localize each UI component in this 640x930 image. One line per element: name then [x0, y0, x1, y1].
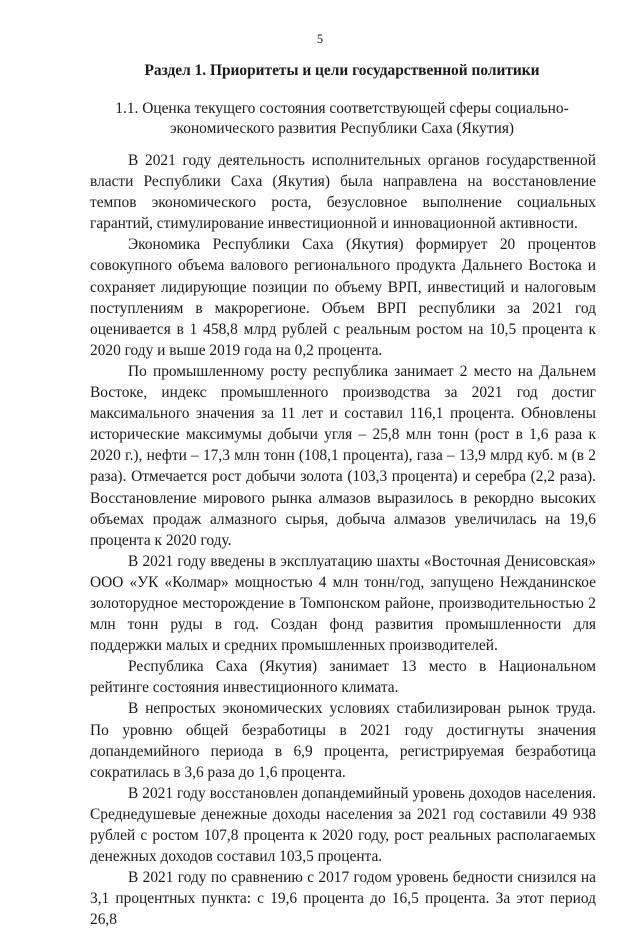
paragraph: Республика Саха (Якутия) занимает 13 место в Национальном рейтинге состояния инвестиционного климата.: [90, 658, 596, 697]
paragraph: В 2021 году восстановлен допандемийный уровень доходов населения. Среднедушевые денежные доходы населения за 2021 год составили 49 938 рублей с ростом 107,8 процента к 2020 году, рост реальных располагаемых денежных доходов составил 103,5 процента.: [90, 784, 596, 866]
paragraph: В 2021 году введены в эксплуатацию шахты «Восточная Денисовская» ООО «УК «Колмар» мощностью 4 млн тонн/год, запущено Нежданинское золоторудное месторождение в Томпонском районе, производительностью 2 млн тонн руды в год. Создан фонд развития промышленности для поддержки малых и средних промышленных производителей.: [90, 552, 596, 655]
paragraph: В 2021 году по сравнению с 2017 годом уровень бедности снизился на 3,1 процентных пункта: с 19,6 процента до 16,5 процента. За этот период 26,8: [90, 869, 596, 929]
paragraph: По промышленному росту республика занимает 2 место на Дальнем Востоке, индекс промышленного производства за 2021 год достиг максимального значения за 11 лет и составил 116,1 процента. Обновлены исторические максимумы добычи угля – 25,8 млн тонн (рост в 1,6 раза к 2020 г.), нефти – 17,3 млн тонн (108,1 процента), газа – 13,9 млрд куб. м (в 2 раза). Отмечается рост добычи золота (103,3 процента) и серебра (2,2 раза). Восстановление мирового рынка алмазов выразилось в рекордно высоких объемах продаж алмазного сырья, добыча алмазов увеличилась на 19,6 процента к 2020 году.: [90, 362, 596, 549]
paragraph: Экономика Республики Саха (Якутия) формирует 20 процентов совокупного объема валового регионального продукта Дальнего Востока и сохраняет лидирующие позиции по объему ВРП, инвестиций и налоговым поступлениям в макрорегионе. Объем ВРП республики за 2021 год оценивается в 1 458,8 млрд рублей с реальным ростом на 10,5 процента к 2020 году и выше 2019 года на 0,2 процента.: [90, 236, 596, 359]
paragraph: В непростых экономических условиях стабилизирован рынок труда. По уровню общей безработицы в 2021 году достигнуты значения допандемийного периода в 6,9 процента, регистрируемая безработица сократилась в 3,6 раза до 1,6 процента.: [90, 700, 596, 781]
page-number: 5: [316, 32, 324, 46]
section-title: Раздел 1. Приоритеты и цели государственной политики: [144, 62, 540, 79]
body-text: [90, 150, 596, 930]
paragraph: В 2021 году деятельность исполнительных органов государственной власти Республики Саха (Якутия) была направлена на восстановление темпов экономического роста, безусловное выполнение социальных гарантий, стимулирование инвестиционной и инновационной активности.: [90, 152, 596, 233]
subsection-title: 1.1. Оценка текущего состояния соответствующей сферы социально-экономического развития Республики Саха (Якутия): [115, 100, 569, 137]
